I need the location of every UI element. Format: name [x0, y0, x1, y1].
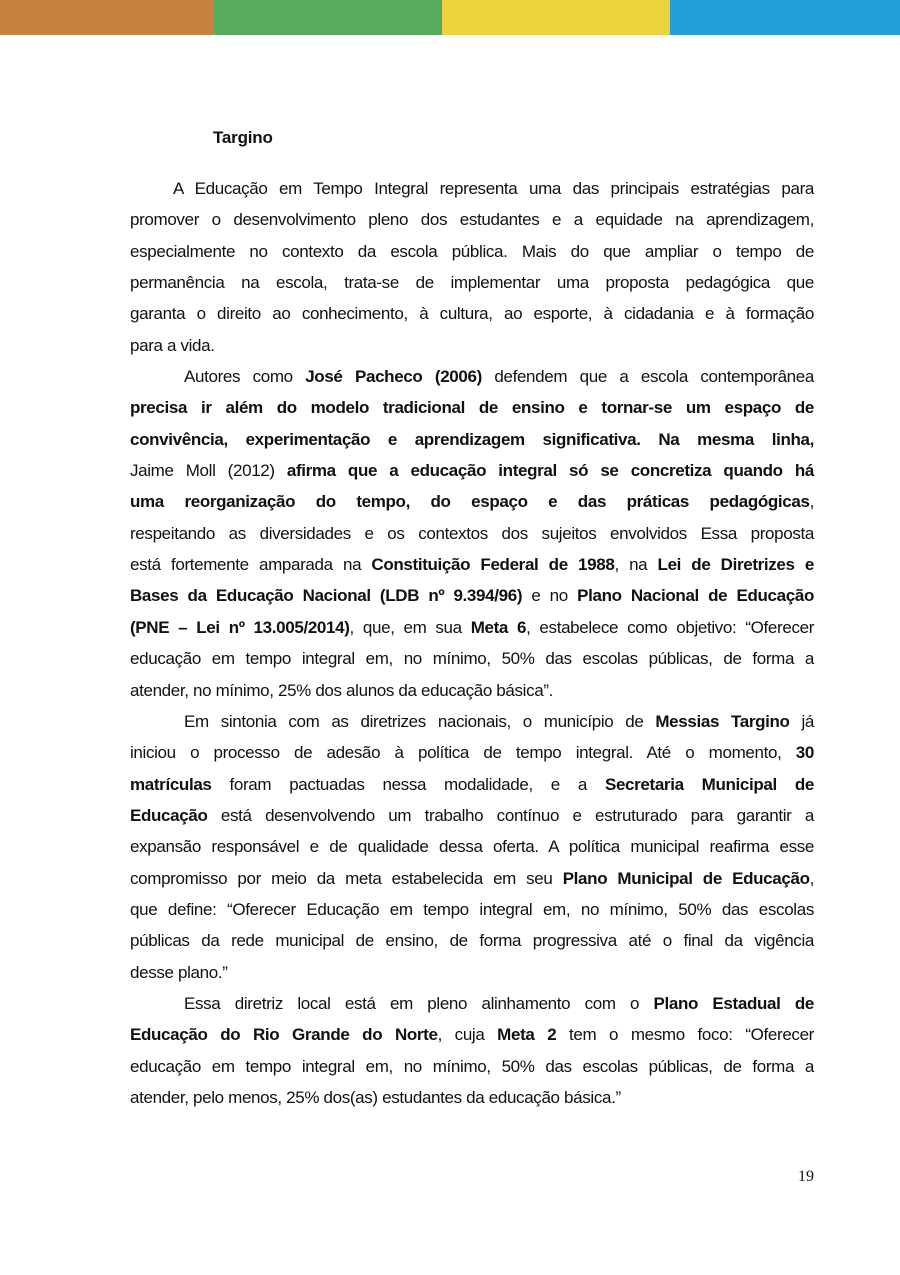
bold-text: (PNE – Lei nº 13.005/2014) — [130, 617, 350, 637]
text-line — [130, 204, 814, 235]
bold-text: Messias Targino — [655, 711, 790, 731]
text: respeitando as diversidades e os contextos dos sujeitos envolvidos Essa proposta — [130, 523, 814, 543]
text-line — [130, 800, 814, 831]
text: para a vida. — [130, 335, 215, 355]
text: compromisso por meio da meta estabelecida em seu — [130, 868, 563, 888]
header-bar-green — [214, 0, 442, 35]
text-line — [130, 580, 814, 611]
bold-text: uma reorganização do tempo, do espaço e das práticas pedagógicas — [130, 492, 810, 512]
text-line — [130, 486, 814, 517]
text: e no — [522, 586, 578, 606]
bold-text: Plano Estadual de — [653, 993, 814, 1013]
text-line — [130, 1019, 814, 1050]
text: , na — [614, 555, 658, 575]
text: , que, em sua — [349, 617, 471, 637]
text-line — [130, 925, 814, 956]
bold-text: José Pacheco (2006) — [305, 367, 482, 387]
bold-text: 30 — [795, 743, 814, 763]
document-body — [130, 173, 814, 1113]
text: garanta o direito ao conhecimento, à cultura, ao esporte, à cidadania e à formação — [130, 304, 814, 324]
text-line — [130, 173, 814, 204]
text-line — [130, 424, 814, 455]
bold-text: Constituição Federal de 1988 — [371, 555, 615, 575]
text: públicas da rede municipal de ensino, de forma progressiva até o final da vigência — [130, 931, 814, 951]
text: iniciou o processo de adesão à política de tempo integral. Até o momento, — [130, 743, 796, 763]
text: que define: “Oferecer Educação em tempo integral em, no mínimo, 50% das escolas — [130, 899, 814, 919]
paragraph — [130, 173, 814, 361]
text: já — [789, 711, 814, 731]
text-line — [130, 361, 814, 392]
text-line — [130, 769, 814, 800]
bold-text: afirma que a educação integral só se concretiza quando há — [286, 461, 814, 481]
bold-text: Plano Municipal de Educação — [562, 868, 810, 888]
bold-text: Secretaria Municipal de — [604, 774, 815, 794]
bold-text: convivência, experimentação e aprendizagem significativa. Na mesma linha, — [130, 429, 814, 449]
text-line — [130, 455, 814, 486]
text: , cuja — [437, 1025, 498, 1045]
header-bar-yellow — [442, 0, 670, 35]
text-line — [130, 330, 814, 361]
page-number: 19 — [798, 1168, 814, 1185]
text: atender, no mínimo, 25% dos alunos da educação básica”. — [130, 680, 554, 700]
text: atender, pelo menos, 25% dos(as) estudantes da educação básica.” — [130, 1087, 621, 1107]
text-line — [130, 831, 814, 862]
text: promover o desenvolvimento pleno dos estudantes e a equidade na aprendizagem, — [130, 210, 814, 230]
header-bar-blue — [670, 0, 900, 35]
text-line — [130, 675, 814, 706]
text-line — [130, 1082, 814, 1113]
text-line — [130, 392, 814, 423]
text: Autores como — [184, 367, 306, 387]
text-line — [130, 706, 814, 737]
text-line — [130, 518, 814, 549]
text: educação em tempo integral em, no mínimo, 50% das escolas públicas, de forma a — [130, 649, 814, 669]
text-line — [130, 267, 814, 298]
bold-text: Plano Nacional de Educação — [577, 586, 814, 606]
text: está fortemente amparada na — [130, 555, 372, 575]
bold-text: Educação do Rio Grande do Norte — [130, 1025, 438, 1045]
text: educação em tempo integral em, no mínimo, 50% das escolas públicas, de forma a — [130, 1056, 814, 1076]
bold-text: Lei de Diretrizes e — [657, 555, 814, 575]
header-bar-orange — [0, 0, 214, 35]
text-line — [130, 1051, 814, 1082]
text: está desenvolvendo um trabalho contínuo e estruturado para garantir a — [207, 805, 814, 825]
paragraph — [130, 988, 814, 1113]
header-color-bar — [0, 0, 900, 35]
text: desse plano.” — [130, 962, 228, 982]
text-line — [130, 988, 814, 1019]
text-line — [130, 894, 814, 925]
text: Jaime Moll (2012) — [130, 461, 287, 481]
text: tem o mesmo foco: “Oferecer — [556, 1025, 814, 1045]
bold-text: Meta 2 — [497, 1025, 557, 1045]
paragraph — [130, 706, 814, 988]
section-heading: Targino — [213, 128, 273, 147]
text: A Educação em Tempo Integral representa uma das principais estratégias para — [173, 179, 814, 198]
text-line — [130, 957, 814, 988]
text: expansão responsável e de qualidade dessa oferta. A política municipal reafirma esse — [130, 837, 814, 857]
text: permanência na escola, trata-se de implementar uma proposta pedagógica que — [130, 273, 814, 293]
text: , estabelece como objetivo: “Oferecer — [526, 617, 815, 637]
paragraph — [130, 361, 814, 706]
bold-text: Educação — [130, 805, 208, 825]
text: , — [809, 868, 814, 888]
text-line — [130, 612, 814, 643]
bold-text: precisa ir além do modelo tradicional de ensino e tornar-se um espaço de — [130, 398, 814, 418]
text: , — [809, 492, 814, 512]
text: Essa diretriz local está em pleno alinhamento com o — [184, 993, 654, 1013]
text-line — [130, 236, 814, 267]
text: Em sintonia com as diretrizes nacionais, o município de — [184, 711, 656, 731]
bold-text: matrículas — [130, 774, 212, 794]
text: foram pactuadas nessa modalidade, e a — [211, 774, 605, 794]
bold-text: Bases da Educação Nacional (LDB nº 9.394/96) — [130, 586, 523, 606]
text-line — [130, 549, 814, 580]
text-line — [130, 643, 814, 674]
text: especialmente no contexto da escola pública. Mais do que ampliar o tempo de — [130, 241, 814, 261]
bold-text: Meta 6 — [470, 617, 527, 637]
text-line — [130, 298, 814, 329]
text-line — [130, 863, 814, 894]
text: defendem que a escola contemporânea — [481, 367, 814, 387]
text-line — [130, 737, 814, 768]
